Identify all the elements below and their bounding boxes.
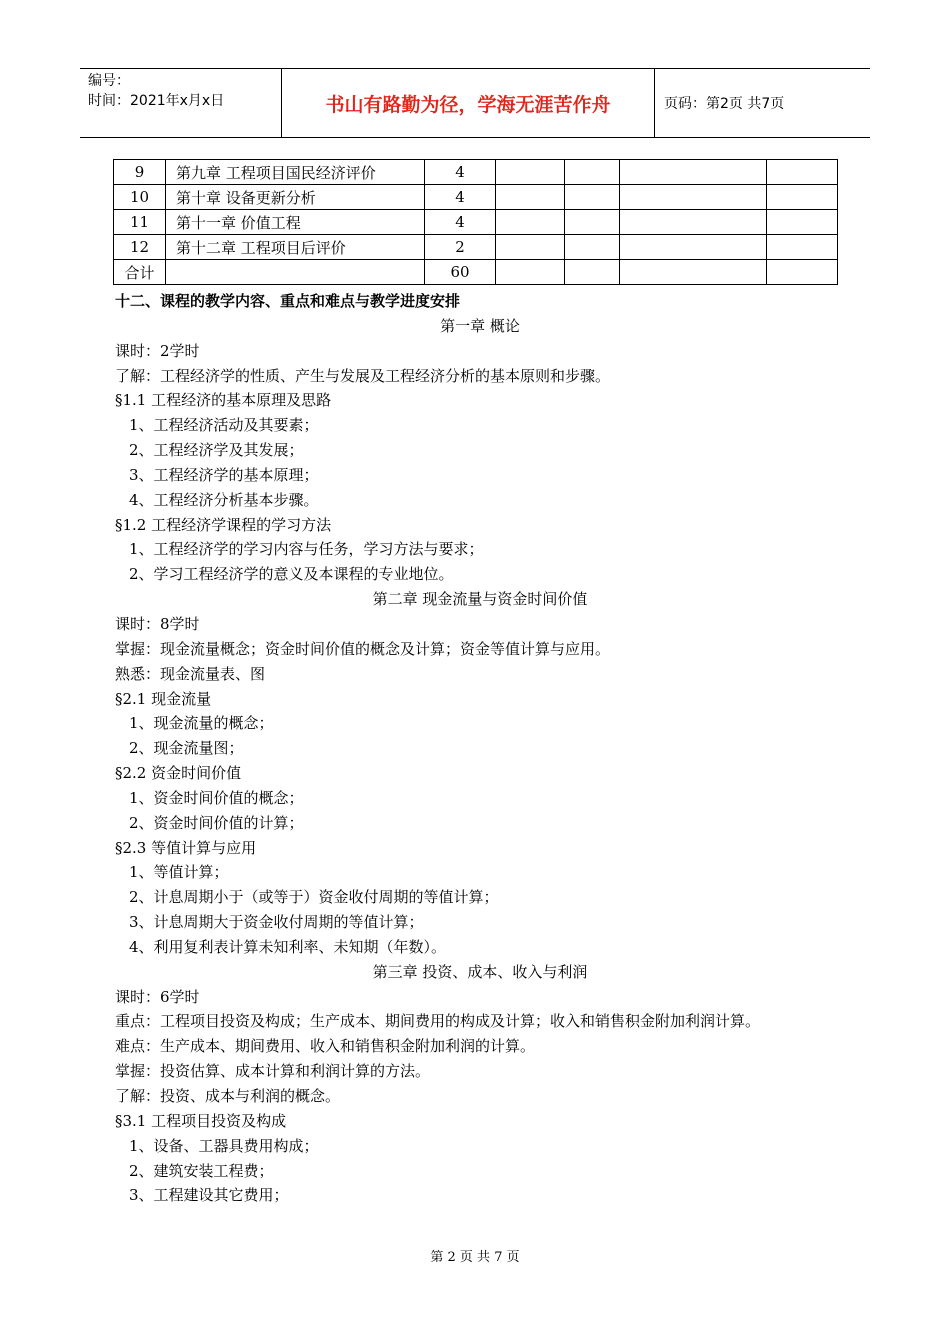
paragraph-line: 课时：6学时	[115, 987, 200, 1006]
empty-cell	[565, 235, 620, 260]
list-item: 2、工程经济学及其发展；	[129, 441, 304, 460]
list-item: 1、工程经济学的学习内容与任务，学习方法与要求；	[129, 540, 484, 559]
paragraph-line: 重点：工程项目投资及构成；生产成本、期间费用的构成及计算；收入和销售积金附加利润计算。	[115, 1012, 761, 1031]
list-item: 2、资金时间价值的计算；	[129, 813, 304, 832]
empty-cell	[565, 210, 620, 235]
empty-cell	[620, 185, 767, 210]
header-motto: 书山有路勤为径，学海无涯苦作舟	[282, 69, 655, 137]
empty-cell	[620, 210, 767, 235]
chapter-title: 第十章 设备更新分析	[166, 185, 425, 210]
paragraph-line: 课时：2学时	[115, 341, 200, 360]
empty-cell	[620, 260, 767, 285]
empty-cell	[620, 160, 767, 185]
paragraph-line: 了解：投资、成本与利润的概念。	[115, 1087, 341, 1105]
table-row	[114, 235, 838, 260]
hours-cell: 4	[425, 160, 496, 185]
chapter-heading: 第二章 现金流量与资金时间价值	[372, 590, 588, 609]
paragraph-line: 了解：工程经济学的性质、产生与发展及工程经济分析的基本原则和步骤。	[115, 366, 611, 385]
row-number: 合计	[114, 260, 166, 285]
chapter-heading: 第三章 投资、成本、收入与利润	[372, 962, 588, 981]
section-heading: 十二、课程的教学内容、重点和难点与教学进度安排	[115, 292, 461, 310]
list-item: 3、工程建设其它费用；	[129, 1186, 289, 1205]
empty-cell	[620, 235, 767, 260]
paragraph-line: 掌握：现金流量概念；资金时间价值的概念及计算；资金等值计算与应用。	[115, 639, 611, 658]
empty-cell	[565, 260, 620, 285]
table-row	[114, 185, 838, 210]
hours-cell: 60	[425, 260, 496, 285]
list-item: 1、资金时间价值的概念；	[129, 788, 304, 807]
chapter-title	[166, 260, 425, 285]
chapter-title: 第九章 工程项目国民经济评价	[166, 160, 425, 185]
empty-cell	[496, 185, 565, 210]
list-item: 1、工程经济活动及其要素；	[129, 416, 319, 435]
row-number: 10	[114, 185, 166, 210]
table-row	[114, 160, 838, 185]
header-time-label: 时间：2021年x月x日	[88, 93, 225, 109]
chapter-title: 第十二章 工程项目后评价	[166, 235, 425, 260]
list-item: 2、学习工程经济学的意义及本课程的专业地位。	[129, 565, 454, 584]
empty-cell	[767, 260, 838, 285]
paragraph-line: §1.1 工程经济的基本原理及思路	[115, 391, 332, 410]
list-item: 4、工程经济分析基本步骤。	[129, 490, 319, 509]
empty-cell	[496, 210, 565, 235]
chapter-title: 第十一章 价值工程	[166, 210, 425, 235]
empty-cell	[767, 160, 838, 185]
list-item: 4、利用复利表计算未知利率、未知期（年数）。	[129, 937, 447, 956]
row-number: 11	[114, 210, 166, 235]
page-header	[80, 68, 870, 138]
paragraph-line: §3.1 工程项目投资及构成	[115, 1111, 287, 1130]
table-row	[114, 210, 838, 235]
empty-cell	[767, 210, 838, 235]
hours-cell: 2	[425, 235, 496, 260]
paragraph-line: 课时：8学时	[115, 614, 200, 633]
row-number: 9	[114, 160, 166, 185]
list-item: 2、计息周期小于（或等于）资金收付周期的等值计算；	[129, 888, 499, 907]
empty-cell	[565, 160, 620, 185]
empty-cell	[767, 185, 838, 210]
list-item: 2、建筑安装工程费；	[129, 1161, 274, 1180]
list-item: 1、等值计算；	[129, 863, 229, 882]
header-page-label: 页码：第2页 共7页	[664, 96, 785, 112]
schedule-table	[113, 159, 838, 285]
list-item: 1、现金流量的概念；	[129, 714, 274, 733]
empty-cell	[767, 235, 838, 260]
list-item: 3、工程经济学的基本原理；	[129, 465, 319, 484]
table-total-row	[114, 260, 838, 285]
header-number-label: 编号：	[88, 73, 130, 89]
paragraph-line: 难点：生产成本、期间费用、收入和销售积金附加利润的计算。	[115, 1037, 536, 1056]
paragraph-line: §2.2 资金时间价值	[115, 764, 242, 783]
page-footer: 第 2 页 共 7 页	[430, 1250, 520, 1265]
hours-cell: 4	[425, 210, 496, 235]
paragraph-line: 熟悉：现金流量表、图	[115, 664, 266, 683]
paragraph-line: §1.2 工程经济学课程的学习方法	[115, 515, 332, 534]
empty-cell	[496, 260, 565, 285]
header-meta	[80, 69, 282, 137]
list-item: 2、现金流量图；	[129, 739, 244, 758]
list-item: 1、设备、工器具费用构成；	[129, 1136, 319, 1155]
empty-cell	[565, 185, 620, 210]
hours-cell: 4	[425, 185, 496, 210]
empty-cell	[496, 160, 565, 185]
paragraph-line: §2.3 等值计算与应用	[115, 838, 257, 857]
paragraph-line: §2.1 现金流量	[115, 689, 212, 708]
row-number: 12	[114, 235, 166, 260]
chapter-heading: 第一章 概论	[440, 316, 520, 335]
empty-cell	[496, 235, 565, 260]
course-content	[115, 289, 845, 1208]
paragraph-line: 掌握：投资估算、成本计算和利润计算的方法。	[115, 1062, 431, 1081]
list-item: 3、计息周期大于资金收付周期的等值计算；	[129, 913, 424, 932]
